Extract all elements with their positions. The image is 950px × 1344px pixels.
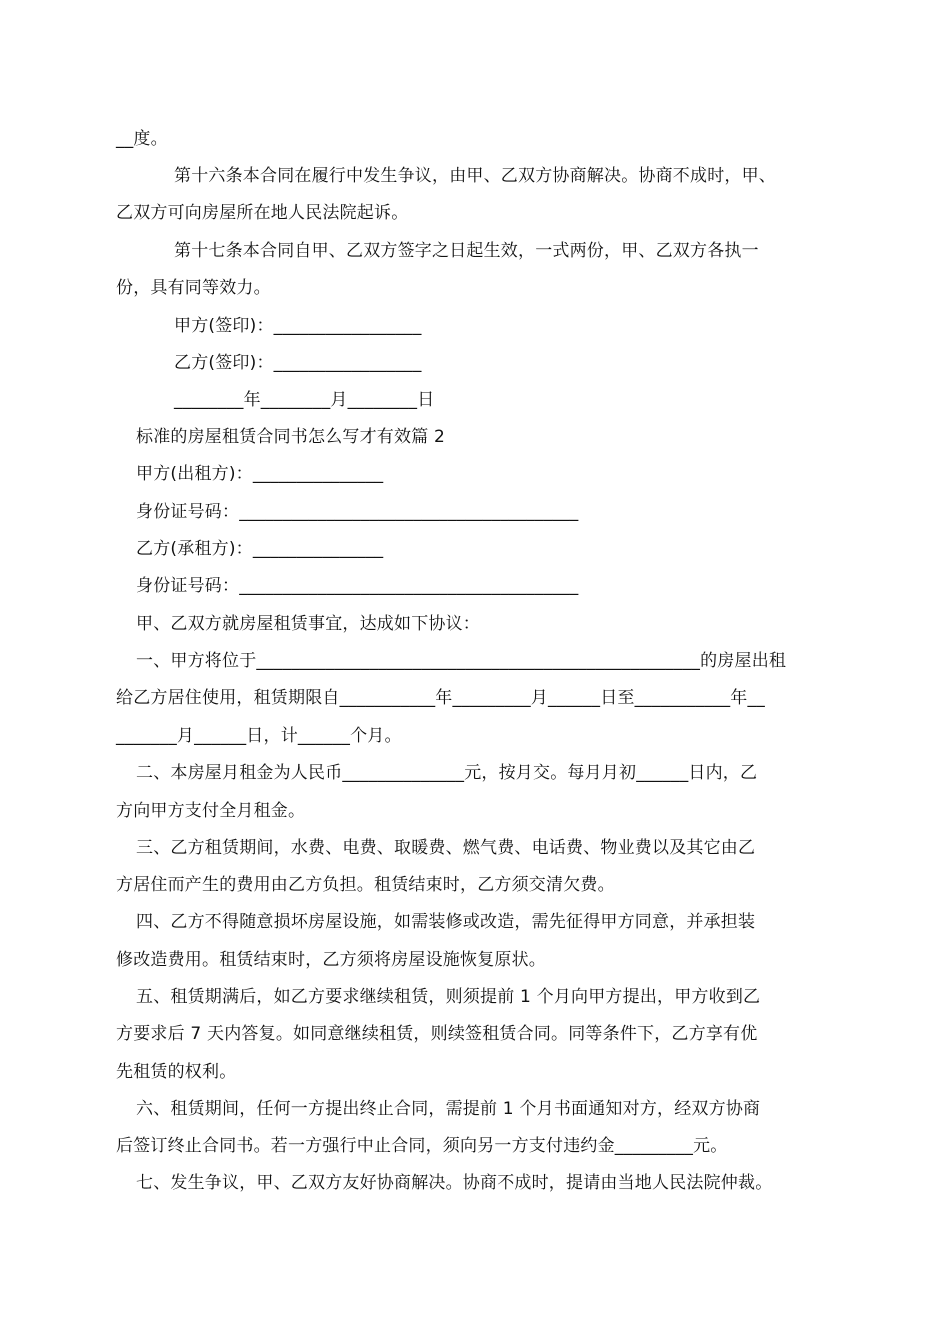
clause-line: 先租赁的权利。 [116,1062,237,1082]
clause-line: 修改造费用。租赁结束时，乙方须将房屋设施恢复原状。 [116,950,546,970]
text-line: 第十七条本合同自甲、乙双方签字之日起生效，一式两份，甲、乙双方各执一 [174,241,759,261]
text-line: 第十六条本合同在履行中发生争议，由甲、乙双方协商解决。协商不成时，甲、 [174,166,776,186]
clause-line: 方向甲方支付全月租金。 [116,801,306,821]
party-a-line: 甲方(出租方)：_______________ [136,464,384,484]
clause-line: 二、本房屋月租金为人民币______________元，按月交。每月月初______日内，乙 [136,763,758,783]
signature-line-party-a: 甲方(签印)：_________________ [174,316,422,336]
clause-line: 方居住而产生的费用由乙方负担。租赁结束时，乙方须交清欠费。 [116,875,615,895]
clause-line: 一、甲方将位于___________________________________________________的房屋出租 [136,651,787,671]
party-b-line: 乙方(承租方)：_______________ [136,539,384,559]
text-line: 甲、乙双方就房屋租赁事宜，达成如下协议： [136,614,480,634]
clause-line: 三、乙方租赁期间，水费、电费、取暖费、燃气费、电话费、物业费以及其它由乙 [136,838,756,858]
id-number-line: 身份证号码：_______________________________________ [136,502,579,522]
text-line: 份，具有同等效力。 [116,278,271,298]
clause-line: 五、租赁期满后，如乙方要求继续租赁，则须提前 1 个月向甲方提出，甲方收到乙 [136,987,761,1007]
clause-line: _______月______日，计______个月。 [116,726,402,746]
clause-line: 七、发生争议，甲、乙双方友好协商解决。协商不成时，提请由当地人民法院仲裁。 [136,1173,773,1193]
date-line: ________年________月________日 [174,390,435,410]
text-line: 乙双方可向房屋所在地人民法院起诉。 [116,203,409,223]
clause-line: 四、乙方不得随意损坏房屋设施，如需装修或改造，需先征得甲方同意，并承担装 [136,912,756,932]
clause-line: 方要求后 7 天内答复。如同意继续租赁，则续签租赁合同。同等条件下，乙方享有优 [116,1024,758,1044]
clause-line: 后签订终止合同书。若一方强行中止合同，须向另一方支付违约金_________元。 [116,1136,728,1156]
signature-line-party-b: 乙方(签印)：_________________ [174,353,422,373]
section-title: 标准的房屋租赁合同书怎么写才有效篇 2 [136,427,446,447]
clause-line: 给乙方居住使用，租赁期限自___________年_________月______日至___________年__ [116,688,765,708]
text-line: __度。 [116,129,168,149]
clause-line: 六、租赁期间，任何一方提出终止合同，需提前 1 个月书面通知对方，经双方协商 [136,1099,761,1119]
id-number-line: 身份证号码：_______________________________________ [136,576,579,596]
